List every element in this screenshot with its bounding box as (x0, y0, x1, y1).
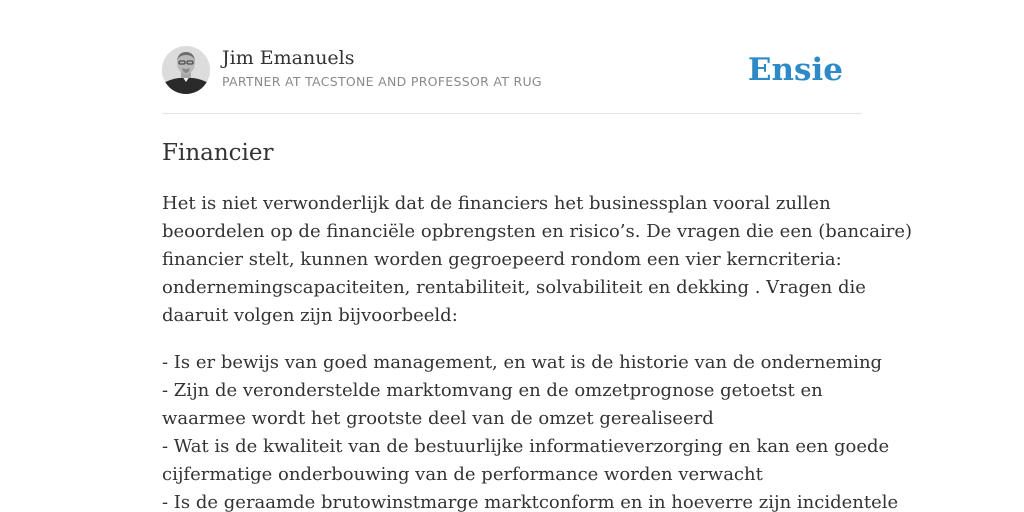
paragraph-line: beoordelen op de financiële opbrengsten en risico’s. De vragen die een (bancaire) (162, 221, 912, 242)
paragraph-line: - Wat is de kwaliteit van de bestuurlijke informatieverzorging en kan een goede (162, 436, 890, 457)
header-divider (162, 113, 862, 114)
paragraph-line: - Is er bewijs van goed management, en wat is de historie van de onderneming (162, 352, 883, 373)
article-paragraph (162, 190, 912, 330)
author-avatar[interactable] (162, 46, 210, 94)
paragraph-line: ondernemingscapaciteiten, rentabiliteit, solvabiliteit en dekking . Vragen die (162, 277, 866, 298)
article-paragraph (162, 349, 899, 512)
ensie-logo[interactable]: Ensie (747, 52, 843, 88)
author-name[interactable]: Jim Emanuels (222, 47, 355, 69)
paragraph-line: daaruit volgen zijn bijvoorbeeld: (162, 305, 458, 326)
paragraph-line: - Is de geraamde brutowinstmarge marktconform en in hoeverre zijn incidentele (162, 492, 899, 512)
paragraph-line: Het is niet verwonderlijk dat de financiers het businessplan vooral zullen (162, 193, 831, 214)
paragraph-line: financier stelt, kunnen worden gegroepeerd rondom een vier kerncriteria: (162, 249, 842, 270)
paragraph-line: cijfermatige onderbouwing van de performance worden verwacht (162, 464, 763, 485)
article-title: Financier (162, 140, 274, 166)
article-body (162, 190, 912, 512)
author-role: PARTNER AT TACSTONE AND PROFESSOR AT RUG (222, 74, 542, 89)
paragraph-line: waarmee wordt het grootste deel van de omzet gerealiseerd (162, 408, 714, 429)
author-header (162, 46, 862, 96)
paragraph-line: - Zijn de veronderstelde marktomvang en de omzetprognose getoetst en (162, 380, 823, 401)
person-portrait-icon (162, 46, 210, 94)
